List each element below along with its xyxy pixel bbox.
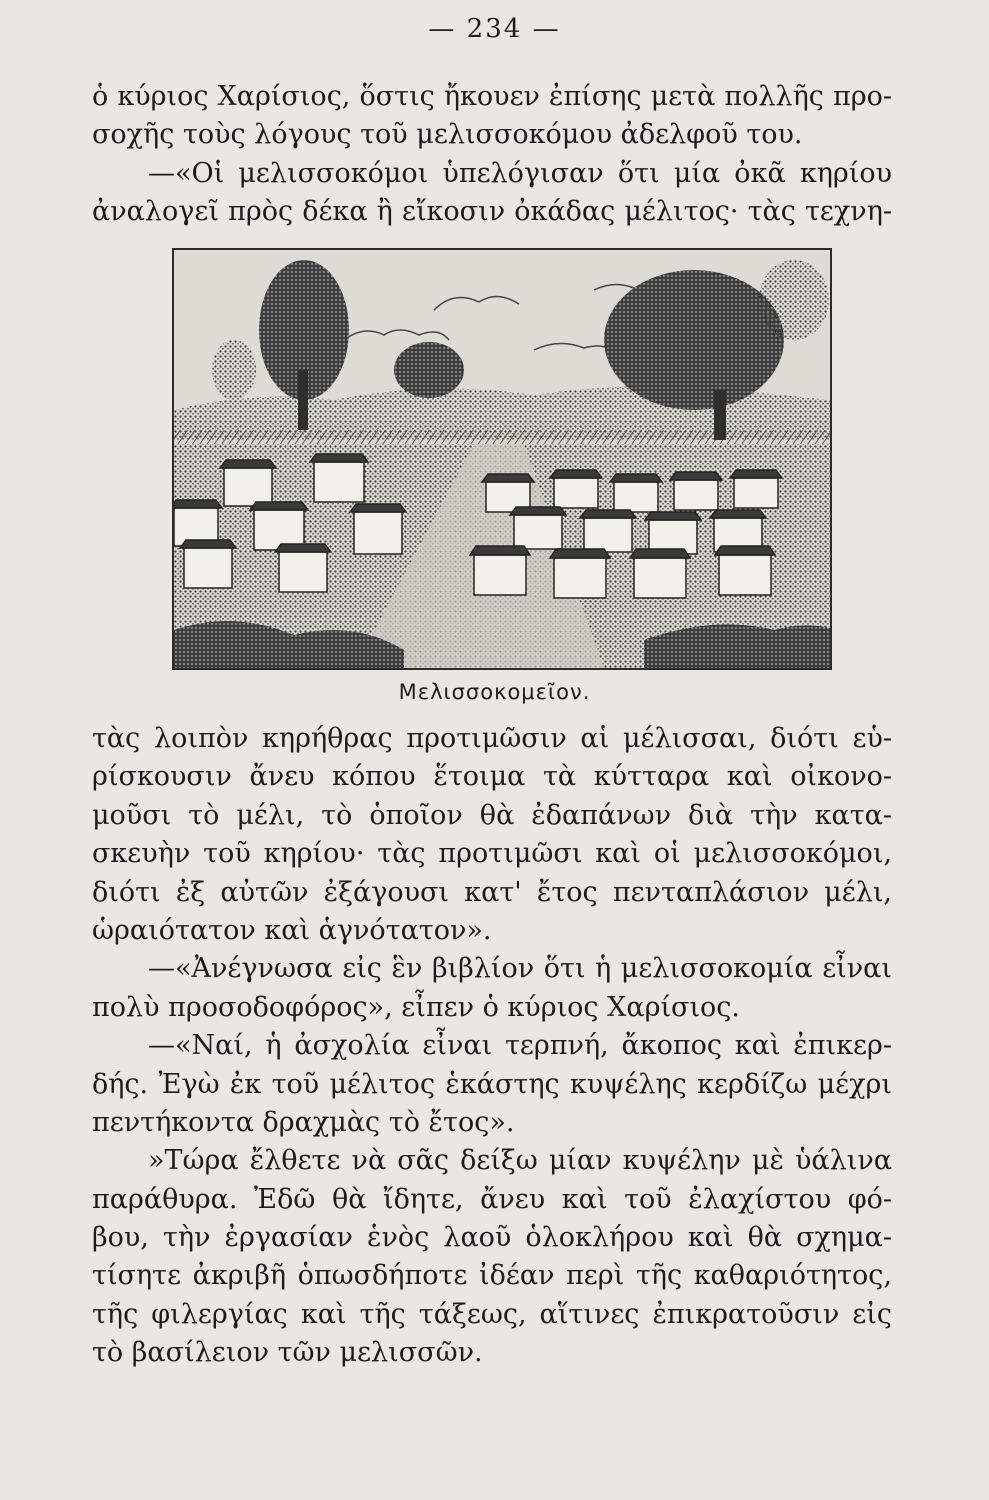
text-line: τὰς λοιπὸν κηρήθρας προτιμῶσιν αἱ μέλισσαι, διότι εὑ- <box>92 723 892 754</box>
text-line: ρίσκουσιν ἄνευ κόπου ἕτοιμα τὰ κύτταρα καὶ οἰκονο- <box>92 761 892 793</box>
text-line: τῆς φιλεργίας καὶ τῆς τάξεως, αἵτινες ἐπικρατοῦσιν εἰς <box>92 1298 892 1330</box>
text-line: —«Ναί, ἡ ἀσχολία εἶναι τερπνή, ἄκοπος καὶ ἐπικερ- <box>148 1030 892 1062</box>
text-line: —«Οἱ μελισσοκόμοι ὑπελόγισαν ὅτι μία ὀκᾶ κηρίου <box>148 157 892 189</box>
bottom-paragraphs <box>92 720 892 1373</box>
text-line: τίσητε ἀκριβῆ ὁπωσδήποτε ἰδέαν περὶ τῆς καθαριότητος, <box>92 1260 892 1292</box>
text-line: σκευὴν τοῦ κηρίου· τὰς προτιμῶσι καὶ οἱ μελισσοκόμοι, <box>92 838 892 870</box>
page-number: — 234 — <box>428 14 561 44</box>
text-line: ὁ κύριος Χαρίσιος, ὅστις ἤκουεν ἐπίσης μετὰ πολλῆς προ- <box>92 81 892 112</box>
apiary-illustration <box>172 248 832 670</box>
text-line: πεντήκοντα δραχμὰς τὸ ἔτος». <box>92 1106 515 1138</box>
text-line: ὡραιότατον καὶ ἁγνότατον». <box>92 914 492 946</box>
text-line: διότι ἐξ αὐτῶν ἐξάγουσι κατ' ἔτος πενταπλάσιον μέλι, <box>92 876 892 908</box>
text-line: —«Ἀνέγνωσα εἰς ἓν βιβλίον ὅτι ἡ μελισσοκομία εἶναι <box>148 953 892 985</box>
text-line: πολὺ προσοδοφόρος», εἶπεν ὁ κύριος Χαρίσιος. <box>92 991 741 1023</box>
text-line: τὸ βασίλειον τῶν μελισσῶν. <box>92 1337 483 1369</box>
text-line: βου, τὴν ἐργασίαν ἑνὸς λαοῦ ὁλοκλήρου καὶ θὰ σχημα- <box>92 1222 892 1254</box>
text-line: μοῦσι τὸ μέλι, τὸ ὁποῖον θὰ ἐδαπάνων διὰ τὴν κατα- <box>92 799 892 831</box>
text-line: σοχῆς τοὺς λόγους τοῦ μελισσοκόμου ἀδελφοῦ του. <box>92 119 803 151</box>
figure-caption: Μελισσοκομεῖον. <box>398 680 591 704</box>
text-line: δής. Ἐγὼ ἐκ τοῦ μέλιτος ἑκάστης κυψέλης κερδίζω μέχρι <box>92 1068 892 1100</box>
text-line: ἀναλογεῖ πρὸς δέκα ἢ εἴκοσιν ὀκάδας μέλιτος· τὰς τεχνη- <box>92 196 892 228</box>
top-paragraphs <box>92 78 892 232</box>
text-line: »Τώρα ἔλθετε νὰ σᾶς δείξω μίαν κυψέλην μὲ ὑάλινα <box>148 1145 892 1177</box>
text-line: παράθυρα. Ἐδῶ θὰ ἴδητε, ἄνευ καὶ τοῦ ἐλαχίστου φό- <box>92 1183 892 1215</box>
